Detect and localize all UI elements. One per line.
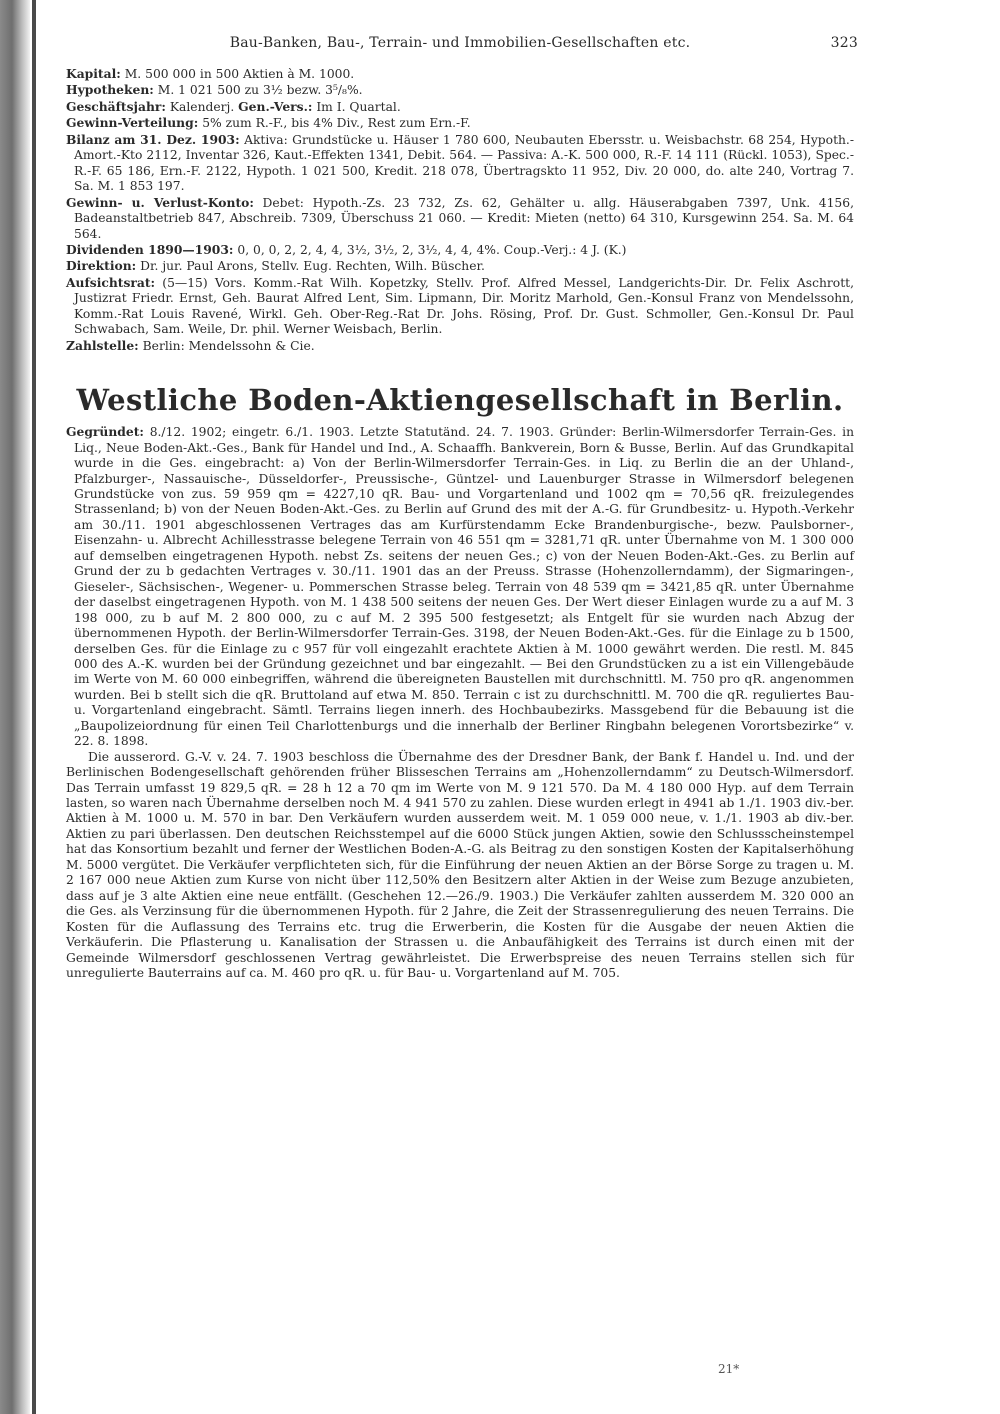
entry-label-gen-vers: Gen.-Vers.: bbox=[238, 98, 313, 114]
entry-text: 0, 0, 0, 2, 2, 4, 4, 3½, 3½, 2, 3½, 4, 4, 4%. Coup.-Verj.: 4 J. (K.) bbox=[237, 242, 627, 257]
entry-bilanz bbox=[66, 132, 854, 195]
entry-label: Dividenden 1890—1903: bbox=[66, 241, 234, 257]
entry-label: Aufsichtsrat: bbox=[66, 274, 156, 290]
entry-zahlstelle bbox=[66, 338, 854, 354]
entry-aufsichtsrat bbox=[66, 275, 854, 338]
entry-kapital bbox=[66, 66, 854, 82]
entry-dividenden bbox=[66, 242, 854, 258]
running-head-title: Bau-Banken, Bau-, Terrain- und Immobilien-Gesellschaften etc. bbox=[229, 35, 691, 51]
first-company-section bbox=[66, 66, 854, 354]
entry-text: Debet: Hypoth.-Zs. 23 732, Zs. 62, Gehälter u. allg. Häuserabgaben 7397, Unk. 4156, Badeanstaltbetrieb 847, Abschreib. 7309, Überschuss 21 060. — Kredit: Mieten (netto) 64 310, Kursgewinn 254. Sa. M. 64 564. bbox=[74, 195, 854, 241]
paragraph-terrain-uebernahme: Die ausserord. G.-V. v. 24. 7. 1903 beschloss die Übernahme des der Dresdner Bank, der Bank f. Handel u. Ind. und der Berlinischen Bodengesellschaft gehörenden früher Blisseschen Terrains am „Hohenzollerndamm“ zu Deutsch-Wilmersdorf. Das Terrain umfasst 19 829,5 qR. = 28 h 12 a 70 qm im Werte von M. 9 121 570. Da M. 4 180 000 Hyp. auf dem Terrain lasten, so waren nach Übernahme derselben noch M. 4 941 570 zu zahlen. Diese wurden erlegt in 4941 ab 1./1. 1903 div.-ber. Aktien à M. 1000 u. M. 570 in bar. Den Verkäufern wurden ausserdem weit. M. 1 059 000 neue, v. 1./1. 1903 ab div.-ber. Aktien zu pari überlassen. Den deutschen Reichsstempel auf die 6000 Stück jungen Aktien, sowie den Schlussscheinstempel hat das Konsortium bezahlt und ferner der Westlichen Boden-A.-G. als Beitrag zu den sonstigen Kosten der Kapitalserhöhung M. 5000 vergütet. Die Verkäufer verpflichteten sich, für die Einführung der neuen Aktien an der Börse Sorge zu tragen u. M. 2 167 000 neue Aktien zum Kurse von nicht über 112,50% den Besitzern alter Aktien in der Weise zum Bezuge anzubieten, dass auf je 3 alte Aktien eine neue entfällt. (Geschehen 12.—26./9. 1903.) Die Verkäufer zahlten ausserdem M. 320 000 an die Ges. als Verzinsung für die übernommenen Hypoth. für 2 Jahre, die Zeit der Strassenregulierung des neuen Terrains. Die Kosten für die Auflassung des Terrains etc. trug die Erwerberin, die Kosten für die Ausgabe der neuen Aktien die Verkäuferin. Die Pflasterung u. Kanalisation der Strassen u. die Anbaufähigkeit des Terrains ist durch einen mit der Gemeinde Wilmersdorf geschlossenen Vertrag gewährleistet. Die Erwerbspreise des neuen Terrains stellen sich für unregulierte Bauterrains auf ca. M. 460 pro qR. u. für Bau- u. Vorgartenland auf M. 705. bbox=[66, 749, 854, 981]
company-heading: Westliche Boden-Aktiengesellschaft in Berlin. bbox=[76, 383, 844, 418]
entry-text: M. 1 021 500 zu 3½ bezw. 3⁵/₈%. bbox=[157, 83, 363, 98]
entry-label: Direktion: bbox=[66, 258, 137, 274]
entry-text: Dr. jur. Paul Arons, Stellv. Eug. Rechten, Wilh. Büscher. bbox=[140, 259, 485, 274]
book-binding-edge bbox=[0, 0, 30, 1414]
page-number: 323 bbox=[830, 35, 858, 51]
running-head bbox=[66, 35, 858, 66]
entry-label: Gewinn-Verteilung: bbox=[66, 115, 199, 131]
entry-gegruendet bbox=[66, 424, 854, 750]
entry-label: Geschäftsjahr: bbox=[66, 98, 166, 114]
entry-label: Kapital: bbox=[66, 66, 121, 81]
printer-signature: 21* bbox=[718, 1362, 740, 1376]
entry-text: Aktiva: Grundstücke u. Häuser 1 780 600, Neubauten Ebersstr. u. Weisbachstr. 68 254, Hypoth.-Amort.-Kto 2112, Inventar 326, Kaut.-Effekten 1341, Debit. 564. — Passiva: A.-K. 500 000, R.-F. 14 111 (Rückl. 1053), Spec.-R.-F. 65 186, Ern.-F. 2122, Hypoth. 1 021 500, Kredit. 218 078, Übertragskto 11 952, Div. 20 000, do. alte 240, Vortrag 7. Sa. M. 1 853 197. bbox=[74, 132, 854, 194]
entry-label: Gegründet: bbox=[66, 424, 144, 440]
entry-hypotheken bbox=[66, 82, 854, 98]
entry-text-gen-vers: Im I. Quartal. bbox=[316, 99, 401, 114]
entry-text: M. 500 000 in 500 Aktien à M. 1000. bbox=[124, 67, 355, 81]
entry-label: Hypotheken: bbox=[66, 82, 154, 98]
entry-text: Kalenderj. bbox=[169, 99, 235, 114]
entry-gewinn-verlust-konto bbox=[66, 195, 854, 242]
binding-gutter-line bbox=[32, 0, 36, 1414]
entry-text: Berlin: Mendelssohn & Cie. bbox=[142, 338, 315, 353]
entry-label: Bilanz am 31. Dez. 1903: bbox=[66, 131, 240, 147]
entry-gewinn-verteilung bbox=[66, 115, 854, 131]
entry-text: 5% zum R.-F., bis 4% Div., Rest zum Ern.-F. bbox=[202, 116, 471, 131]
entry-text: (5—15) Vors. Komm.-Rat Wilh. Kopetzky, Stellv. Prof. Alfred Messel, Landgerichts-Dir. Dr. Felix Aschrott, Justizrat Friedr. Ernst, Geh. Baurat Alfred Lent, Sim. Lipmann, Dir. Moritz Marhold, Gen.-Konsul Franz von Mendelssohn, Komm.-Rat Louis Ravené, Wirkl. Geh. Ober-Reg.-Rat Dr. Johs. Rösing, Prof. Dr. Gust. Schmoller, Gen.-Konsul Dr. Paul Schwabach, Sam. Weile, Dr. phil. Werner Weisbach, Berlin. bbox=[74, 275, 854, 337]
entry-geschaeftsjahr bbox=[66, 99, 854, 115]
document-page bbox=[66, 35, 858, 981]
entry-label: Zahlstelle: bbox=[66, 337, 139, 353]
entry-direktion bbox=[66, 258, 854, 274]
entry-label: Gewinn- u. Verlust-Konto: bbox=[66, 194, 254, 210]
entry-text: 8./12. 1902; eingetr. 6./1. 1903. Letzte Statutänd. 24. 7. 1903. Gründer: Berlin-Wilmersdorfer Terrain-Ges. in Liq., Neue Boden-Akt.-Ges., Bank für Handel und Ind., A. Schaaffh. Bankverein, Born & Busse, Berlin. Auf das Grundkapital wurde in die Ges. eingebracht: a) Von der Berlin-Wilmersdorfer Terrain-Ges. in Liq. zu Berlin die an der Uhland-, Pfalzburger-, Nassauische-, Düsseldorfer-, Preussische-, Güntzel- und Lauenburger Strasse in Wilmersdorf belegenen Grundstücke von zus. 59 959 qm = 4227,10 qR. Bau- und Vorgartenland und 1002 qm = 70,56 qR. freizulegendes Strassenland; b) von der Neuen Boden-Akt.-Ges. zu Berlin auf Grund des mit der A.-G. für Grundbesitz- u. Hypoth.-Verkehr am 30./11. 1901 abgeschlossenen Vertrages das am Kurfürstendamm Ecke Brandenburgische-, bezw. Paulsborner-, Eisenzahn- u. Albrecht Achillesstrasse belegene Terrain von 46 551 qm = 3281,71 qR. unter Übernahme von M. 1 300 000 auf demselben eingetragenen Hypoth. nebst Zs. seitens der neuen Ges.; c) von der Neuen Boden-Akt.-Ges. zu Berlin auf Grund der zu b gedachten Vertrages v. 30./11. 1901 das an der Preuss. Strasse (Hohenzollerndamm), der Sigmaringen-, Gieseler-, Sächsischen-, Wegener- u. Pommerschen Strasse beleg. Terrain von 48 539 qm = 3421,85 qR. unter Übernahme der daselbst eingetragenen Hypoth. von M. 1 438 500 seitens der neuen Ges. Der Wert dieser Einlagen wurde zu a auf M. 3 198 000, zu b auf M. 2 800 000, zu c auf M. 2 395 500 festgesetzt; als Entgelt für sie wurden nach Abzug der übernommenen Hypoth. der Berlin-Wilmersdorfer Terrain-Ges. 3198, der Neuen Boden-Akt.-Ges. für die Einlage zu b 1500, derselben Ges. für die Einlage zu c 957 für voll eingezahlt erachtete Aktien à M. 1000 gewährt werden. Die restl. M. 845 000 des A.-K. wurden bei der Gründung gezeichnet und bar eingezahlt. — Bei den Grundstücken zu a ist ein Villengebäude im Werte von M. 60 000 einbegriffen, während die übereigneten Baustellen mit durchschnittl. M. 750 pro qR. angenommen wurden. Bei b stellt sich die qR. Bruttoland auf etwa M. 850. Terrain c ist zu durchschnittl. M. 700 die qR. reguliertes Bau- u. Vorgartenland eingebracht. Sämtl. Terrains liegen innerh. des Hochbaubezirks. Massgebend für die Bebauung ist die „Baupolizeiordnung für einen Teil Charlottenburgs und die innerhalb der Berliner Ringbahn belegenen Vorortsbezirke“ v. 22. 8. 1898. bbox=[74, 425, 854, 749]
